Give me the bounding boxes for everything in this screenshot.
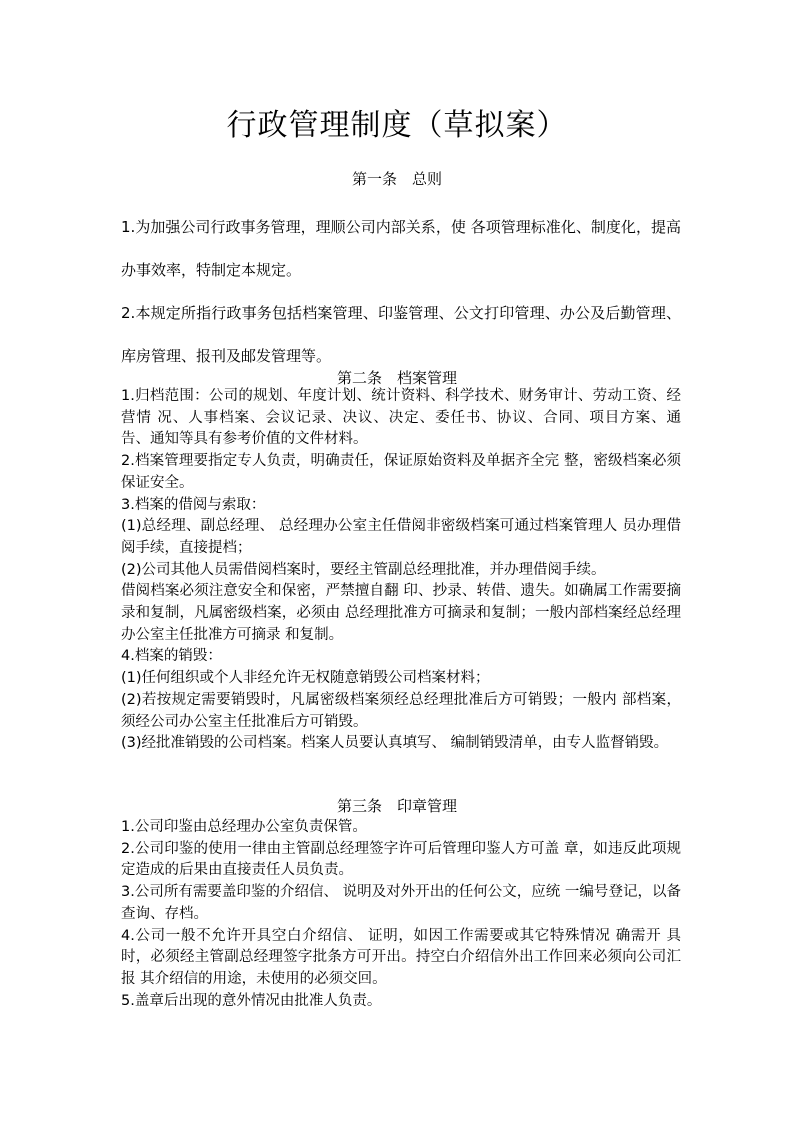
section-heading-general: 第一条 总则 xyxy=(351,170,442,188)
document-title: 行政管理制度（草拟案） xyxy=(226,108,568,143)
section-heading-archive: 第二条 档案管理 xyxy=(336,369,457,387)
paragraph: 1.公司印鉴由总经理办公室负责保管。 xyxy=(121,819,367,835)
paragraph: 4.公司一般不允许开具空白介绍信、 证明，如因工作需要或其它特殊情况 确需开 具时，必须经主管副总经理签字批条方可开出。持空白介绍信外出工作回来必须向公司汇报 其介绍信的用途，未使用的必须交回。 xyxy=(121,927,681,987)
paragraph: (1)总经理、副总经理、 总经理办公室主任借阅非密级档案可通过档案管理人 员办理借阅手续，直接提档； xyxy=(121,518,681,556)
paragraph: 2.公司印鉴的使用一律由主管副总经理签字许可后管理印鉴人方可盖 章，如违反此项规定造成的后果由直接责任人员负责。 xyxy=(121,840,681,879)
section-heading-seal: 第三条 印章管理 xyxy=(336,797,457,815)
paragraph: 4.档案的销毁： xyxy=(121,648,222,665)
paragraph: (3)经批准销毁的公司档案。档案人员要认真填写、 编制销毁清单，由专人监督销毁。 xyxy=(121,735,669,752)
paragraph: 1.归档范围：公司的规划、年度计划、统计资料、科学技术、财务审计、劳动工资、经营情 况、人事档案、会议记录、决议、决定、委任书、协议、合同、项目方案、通 告、通知等具有参考价值的文件材料。 xyxy=(121,388,681,448)
paragraph: (1)任何组织或个人非经允许无权随意销毁公司档案材料； xyxy=(121,670,490,687)
paragraph: 3.档案的借阅与索取： xyxy=(121,496,266,513)
paragraph: 2.档案管理要指定专人负责，明确责任，保证原始资料及单据齐全完 整，密级档案必须保证安全。 xyxy=(121,453,681,491)
paragraph: 5.盖章后出现的意外情况由批准人负责。 xyxy=(121,992,382,1009)
paragraph: 1.为加强公司行政事务管理，理顺公司内部关系，使 各项管理标准化、制度化，提高办事效率，特制定本规定。 xyxy=(121,218,681,279)
paragraph: 3.公司所有需要盖印鉴的介绍信、 说明及对外开出的任何公文，应统 一编号登记，以备查询、存档。 xyxy=(121,884,681,922)
section-seal-body xyxy=(121,817,681,1012)
section-general-body xyxy=(121,206,681,378)
section-archive-body xyxy=(121,386,681,755)
paragraph: 借阅档案必须注意安全和保密，严禁擅自翻 印、抄录、转借、遗失。如确属工作需要摘录和复制，凡属密级档案，必须由 总经理批准方可摘录和复制；一般内部档案经总经理办公室主任批准方可摘录 和复制。 xyxy=(121,583,681,643)
paragraph: (2)公司其他人员需借阅档案时，要经主管副总经理批准，并办理借阅手续。 xyxy=(121,561,606,578)
paragraph: 2.本规定所指行政事务包括档案管理、印鉴管理、公文打印管理、办公及后勤管理、库房管理、报刊及邮发管理等。 xyxy=(121,304,681,365)
paragraph: (2)若按规定需要销毁时，凡属密级档案须经总经理批准后方可销毁；一般内 部档案，须经公司办公室主任批准后方可销毁。 xyxy=(121,691,681,730)
